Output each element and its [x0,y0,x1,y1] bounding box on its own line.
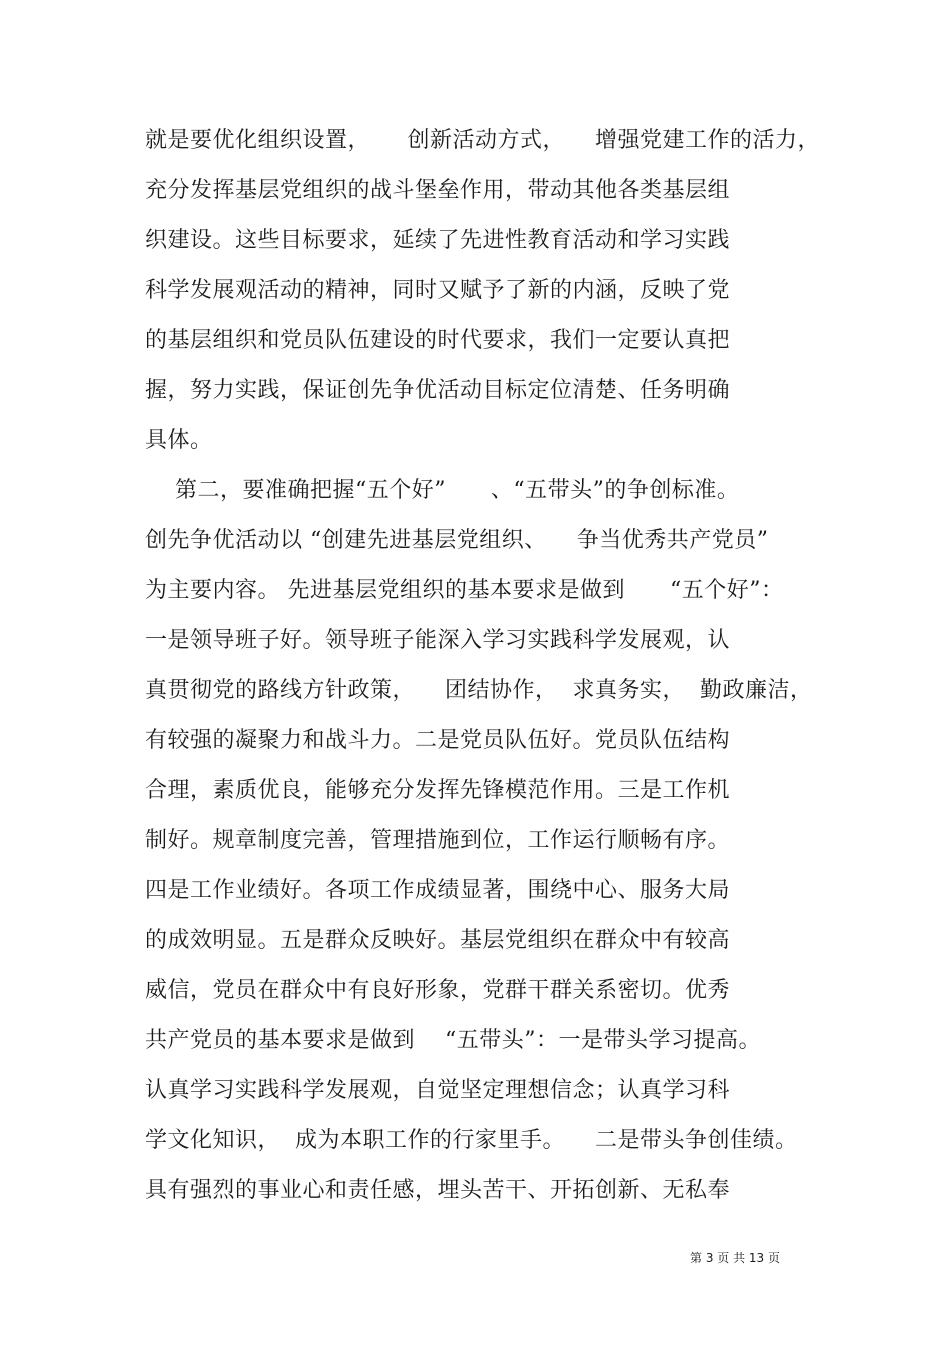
text-line: 具有强烈的事业心和责任感，埋头苦干、开拓创新、无私奉 [145,1178,731,1203]
page-number: 第 3 页 共 13 页 [690,1251,780,1265]
text-line: 学文化知识， 成为本职工作的行家里手。 二是带头争创佳绩。 [145,1128,798,1153]
text-line: 就是要优化组织设置， 创新活动方式， 增强党建工作的活力， [145,128,820,153]
text-line: 的基层组织和党员队伍建设的时代要求，我们一定要认真把 [145,328,731,353]
text-line: 认真学习实践科学发展观，自觉坚定理想信念；认真学习科 [145,1078,731,1103]
text-line: 握，努力实践，保证创先争优活动目标定位清楚、任务明确 [145,378,731,403]
text-line: 共产党员的基本要求是做到 “五带头”：一是带头学习提高。 [145,1028,761,1053]
text-line: 充分发挥基层党组织的战斗堡垒作用，带动其他各类基层组 [145,178,731,203]
text-line: 四是工作业绩好。各项工作成绩显著，围绕中心、服务大局 [145,878,731,903]
text-line: 创先争优活动以 “创建先进基层党组织、 争当优秀共产党员” [145,528,769,553]
text-line: 第二，要准确把握“五个好” 、“五带头”的争创标准。 [145,478,740,503]
text-line: 织建设。这些目标要求，延续了先进性教育活动和学习实践 [145,228,731,253]
text-line: 威信，党员在群众中有良好形象，党群干群关系密切。优秀 [145,978,731,1003]
text-line: 一是领导班子好。领导班子能深入学习实践科学发展观，认 [145,628,731,653]
text-line: 的成效明显。五是群众反映好。基层党组织在群众中有较高 [145,928,731,953]
text-line: 有较强的凝聚力和战斗力。二是党员队伍好。党员队伍结构 [145,728,731,753]
text-line: 真贯彻党的路线方针政策， 团结协作， 求真务实， 勤政廉洁， [145,678,813,703]
body-text [145,116,820,1216]
text-line: 合理，素质优良，能够充分发挥先锋模范作用。三是工作机 [145,778,731,803]
text-line: 具体。 [145,428,213,453]
text-line: 科学发展观活动的精神，同时又赋予了新的内涵，反映了党 [145,278,731,303]
text-line: 为主要内容。 先进基层党组织的基本要求是做到 “五个好”： [145,578,784,603]
text-line: 制好。规章制度完善，管理措施到位，工作运行顺畅有序。 [145,828,731,853]
